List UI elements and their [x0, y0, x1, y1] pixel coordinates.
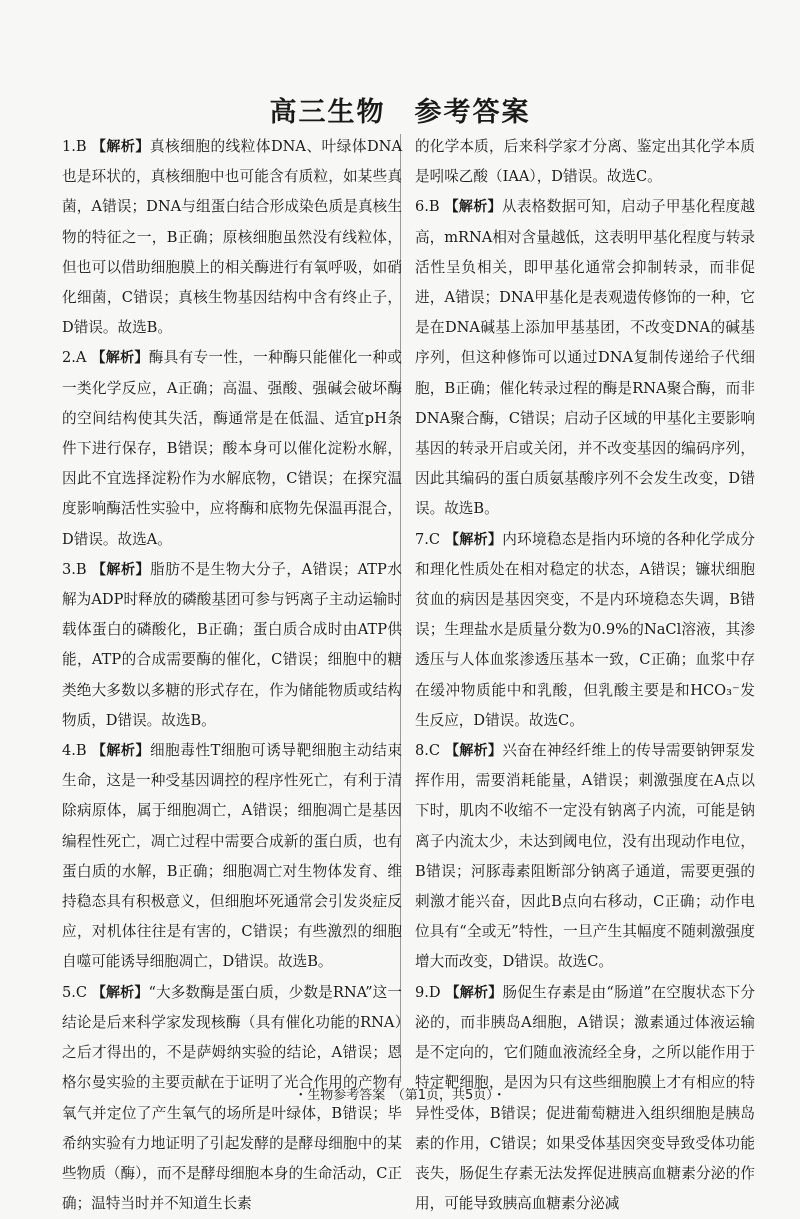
analysis-tag: 【解析】 [91, 984, 149, 1001]
analysis-tag: 【解析】 [91, 139, 150, 155]
answer-text: 脂肪不是生物大分子，A错误；ATP水解为ADP时释放的磷酸基团可参与钙离子主动运输时载体蛋白的磷酸化，B正确；蛋白质合成时由ATP供能，ATP的合成需要酶的催化，C错误；细胞中的糖类绝大多数以多糖的形式存在，作为储能物质或结构物质，D错误。故选B。 [62, 560, 403, 729]
answer-number: 3.B [62, 560, 87, 578]
answer-text: 兴奋在神经纤维上的传导需要钠钾泵发挥作用，需要消耗能量，A错误；刺激强度在A点以下时，肌肉不收缩不一定没有钠离子内流，可能是钠离子内流太少，未达到阈电位，没有出现动作电位，B错误；河豚毒素阻断部分钠离子通道，需要更强的刺激才能兴奋，因此B点向右移动，C正确；动作电位具有“全或无”特性，一旦产生其幅度不随刺激强度增大而改变，D错误。故选C。 [415, 742, 756, 971]
answer-item-4 [62, 736, 402, 978]
answer-text: 酶具有专一性，一种酶只能催化一种或一类化学反应，A正确；高温、强酸、强碱会破坏酶的空间结构使其失活，酶通常是在低温、适宜pH条件下进行保存，B错误；酸本身可以催化淀粉水解，因此不宜选择淀粉作为水解底物，C错误；在探究温度影响酶活性实验中，应将酶和底物先保温再混合，D错误。故选A。 [62, 349, 402, 548]
answer-item-7 [415, 525, 755, 736]
answer-item-6 [415, 192, 755, 524]
answer-number: 4.B [62, 742, 87, 760]
answer-item-1 [62, 132, 402, 343]
analysis-tag: 【解析】 [445, 984, 503, 1001]
analysis-tag: 【解析】 [444, 199, 502, 216]
answer-item-8 [415, 736, 755, 978]
answer-number: 8.C [415, 742, 441, 760]
right-column [415, 132, 755, 1219]
analysis-tag: 【解析】 [445, 743, 503, 760]
analysis-tag: 【解析】 [91, 743, 151, 760]
answer-item-2 [62, 343, 402, 554]
answer-text: 内环境稳态是指内环境的各种化学成分和理化性质处在相对稳定的状态，A错误；镰状细胞贫血的病因是基因突变，不是内环境稳态失调，B错误；生理盐水是质量分数为0.9%的NaCl溶液，其渗透压与人体血浆渗透压基本一致，C正确；血浆中存在缓冲物质能中和乳酸，但乳酸主要是和HCO₃⁻发生反应，D错误。故选C。 [415, 530, 756, 729]
answer-number: 9.D [415, 983, 441, 1001]
answer-item-5-continued [415, 132, 755, 192]
answer-text: “大多数酶是蛋白质，少数是RNA”这一结论是后来科学家发现核酶（具有催化功能的RNA）之后才得出的，不是萨姆纳实验的结论，A错误；恩格尔曼实验的主要贡献在于证明了光合作用的产物有氧气并定位了产生氧气的场所是叶绿体，B错误；毕希纳实验有力地证明了引起发酵的是酵母细胞中的某些物质（酶），而不是酵母细胞本身的生命活动，C正确；温特当时并不知道生长素 [62, 983, 403, 1213]
answer-number: 6.B [415, 198, 440, 216]
answer-item-3 [62, 555, 402, 736]
analysis-tag: 【解析】 [445, 531, 503, 548]
answer-text: 的化学本质，后来科学家才分离、鉴定出其化学本质是吲哚乙酸（IAA），D错误。故选C。 [415, 138, 755, 186]
analysis-tag: 【解析】 [91, 561, 151, 578]
answer-text: 真核细胞的线粒体DNA、叶绿体DNA也是环状的，真核细胞中也可能含有质粒，如某些真菌，A错误；DNA与组蛋白结合形成染色质是真核生物的特征之一，B正确；原核细胞虽然没有线粒体，但也可以借助细胞膜上的相关酶进行有氧呼吸，如硝化细菌，C错误；真核生物基因结构中含有终止子，D错误。故选B。 [62, 138, 402, 337]
answer-number: 5.C [62, 983, 88, 1001]
answer-text: 从表格数据可知，启动子甲基化程度越高，mRNA相对含量越低，这表明甲基化程度与转录活性呈负相关，即甲基化通常会抑制转录，而非促进，A错误；DNA甲基化是表观遗传修饰的一种，它是在DNA碱基上添加甲基基团，不改变DNA的碱基序列，但这种修饰可以通过DNA复制传递给子代细胞，B正确；催化转录过程的酶是RNA聚合酶，而非DNA聚合酶，C错误；启动子区域的甲基化主要影响基因的转录开启或关闭，并不改变基因的编码序列，因此其编码的蛋白质氨基酸序列不会发生改变，D错误。故选B。 [415, 198, 756, 518]
left-column [62, 132, 402, 1219]
answer-number: 7.C [415, 530, 441, 548]
answer-text: 肠促生存素是由“肠道”在空腹状态下分泌的，而非胰岛A细胞，A错误；激素通过体液运输是不定向的，它们随血液流经全身，之所以能作用于特定靶细胞，是因为只有这些细胞膜上才有相应的特异性受体，B错误；促进葡萄糖进入组织细胞是胰岛素的作用，C错误；如果受体基因突变导致受体功能丧失，肠促生存素无法发挥促进胰高血糖素分泌的作用，可能导致胰高血糖素分泌减 [415, 983, 756, 1213]
answer-number: 1.B [62, 138, 87, 155]
answer-number: 2.A [62, 349, 87, 367]
answer-text: 细胞毒性T细胞可诱导靶细胞主动结束生命，这是一种受基因调控的程序性死亡，有利于清除病原体，属于细胞凋亡，A错误；细胞凋亡是基因编程性死亡，凋亡过程中需要合成新的蛋白质，也有蛋白质的水解，B正确；细胞凋亡对生物体发育、维持稳态具有积极意义，但细胞坏死通常会引发炎症反应，对机体往往是有害的，C错误；有些激烈的细胞自噬可能诱导细胞凋亡，D错误。故选B。 [62, 742, 402, 971]
page-title: 高三生物 参考答案 [269, 97, 531, 128]
analysis-tag: 【解析】 [91, 350, 149, 367]
page-footer: ・生物参考答案 （第1页，共5页）・ [294, 1088, 506, 1103]
